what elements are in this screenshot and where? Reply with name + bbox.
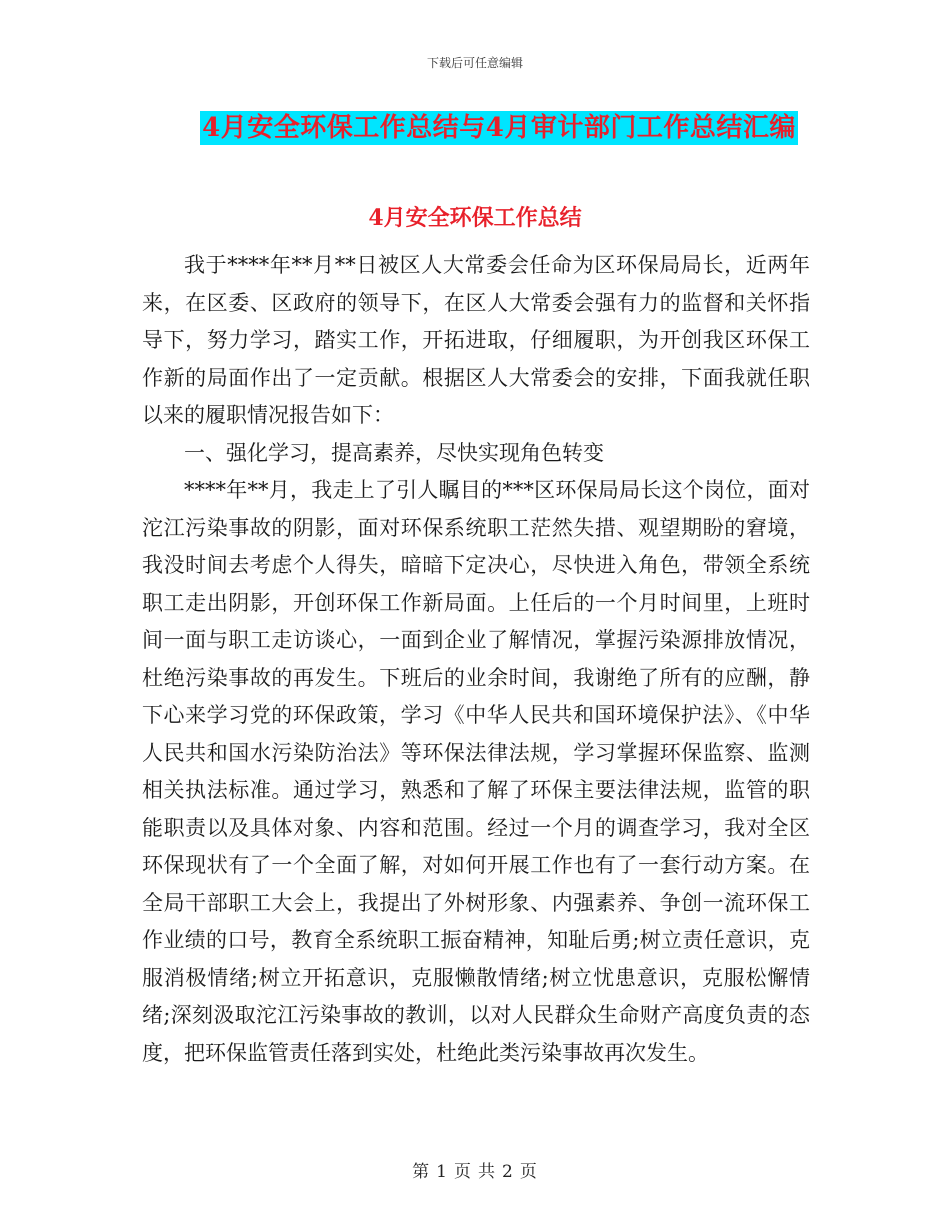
footer-page-number: 1: [436, 1162, 448, 1182]
footer-total-pages: 2: [502, 1162, 514, 1182]
header-note: 下载后可任意编辑: [426, 56, 523, 70]
paragraph-intro: 我于****年**月**日被区人大常委会任命为区环保局局长，近两年来，在区委、区政府的领导下，在区人大常委会强有力的监督和关怀指导下，努力学习，踏实工作，开拓进取，仔细履职，为开创我区环保工作新的局面作出了一定贡献。根据区人大常委会的安排，下面我就任职以来的履职情况报告如下：: [142, 253, 810, 427]
footer-total-prefix: 共: [478, 1162, 496, 1182]
main-title-container: [0, 111, 950, 145]
footer-page-word: 页: [454, 1162, 472, 1182]
section-title: 4月安全环保工作总结: [368, 205, 582, 231]
footer-prefix: 第: [412, 1162, 431, 1182]
page-footer: [0, 1157, 950, 1182]
main-title: 4月安全环保工作总结与4月审计部门工作总结汇编: [202, 113, 796, 143]
paragraph-heading-one: 一、强化学习，提高素养，尽快实现角色转变: [184, 440, 604, 465]
document-body: [142, 247, 810, 1072]
footer-suffix: 页: [519, 1162, 538, 1182]
paragraph-body: ****年**月，我走上了引人瞩目的***区环保局局长这个岗位，面对沱江污染事故的阴影，面对环保系统职工茫然失措、观望期盼的窘境，我没时间去考虑个人得失，暗暗下定决心，尽快进入角色，带领全系统职工走出阴影，开创环保工作新局面。上任后的一个月时间里，上班时间一面与职工走访谈心，一面到企业了解情况，掌握污染源排放情况，杜绝污染事故的再发生。下班后的业余时间，我谢绝了所有的应酬，静下心来学习党的环保政策，学习《中华人民共和国环境保护法》、《中华人民共和国水污染防治法》等环保法律法规，学习掌握环保监察、监测相关执法标准。通过学习，熟悉和了解了环保主要法律法规，监管的职能职责以及具体对象、内容和范围。经过一个月的调查学习，我对全区环保现状有了一个全面了解，对如何开展工作也有了一套行动方案。在全局干部职工大会上，我提出了外树形象、内强素养、争创一流环保工作业绩的口号，教育全系统职工振奋精神，知耻后勇;树立责任意识，克服消极情绪;树立开拓意识，克服懒散情绪;树立忧患意识，克服松懈情绪;深刻汲取沱江污染事故的教训，以对人民群众生命财产高度负责的态度，把环保监管责任落到实处，杜绝此类污染事故再次发生。: [142, 478, 810, 1065]
